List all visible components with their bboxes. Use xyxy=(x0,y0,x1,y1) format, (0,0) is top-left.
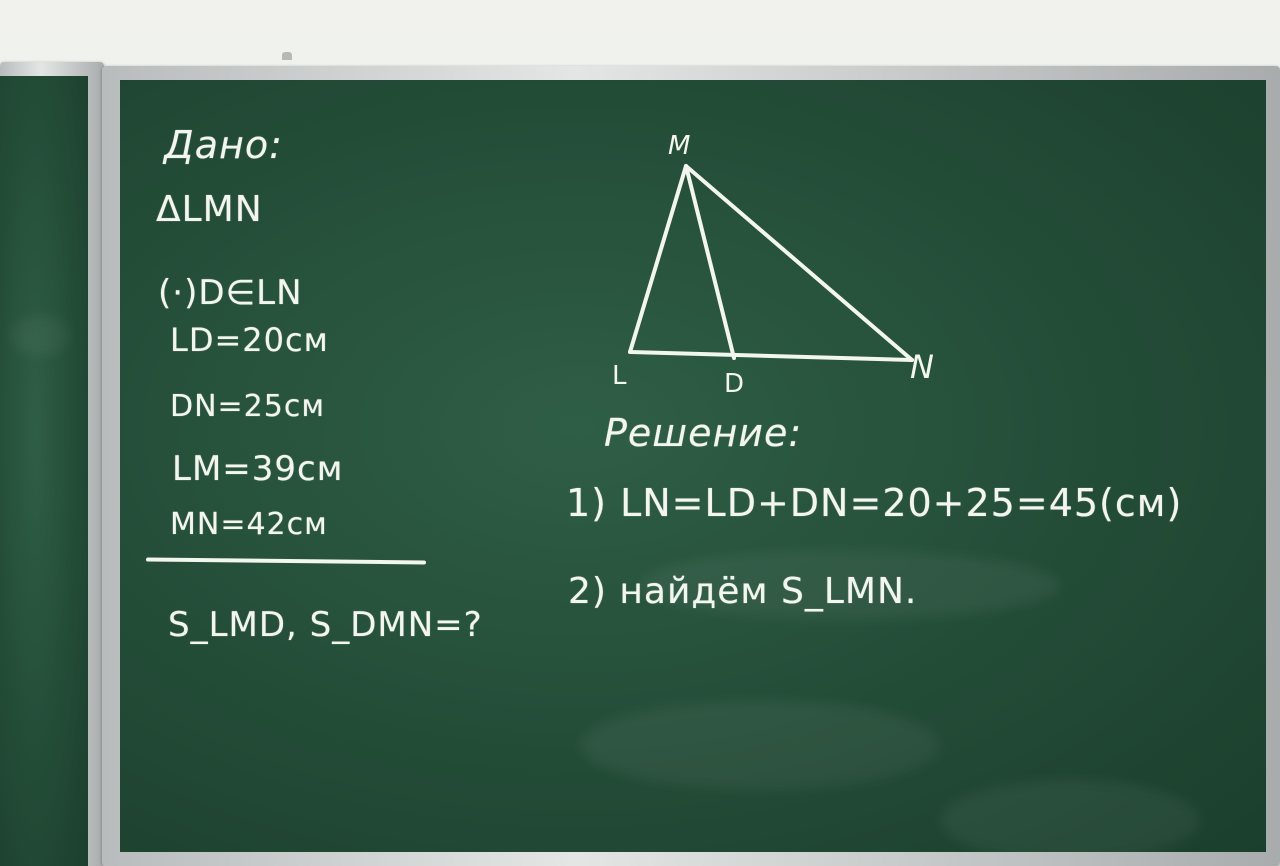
board-hook-left xyxy=(282,52,292,60)
side-mn xyxy=(686,166,912,360)
vertex-m-label: M xyxy=(668,131,691,161)
triangle-diagram xyxy=(120,80,1266,852)
solution-step2: 2) найдём S_LMN. xyxy=(568,571,918,612)
given-mn: MN=42см xyxy=(170,507,328,542)
given-heading: Дано: xyxy=(164,123,283,167)
vertex-n-label: N xyxy=(910,348,934,386)
chalk-smudge xyxy=(10,316,70,356)
vertex-l-label: L xyxy=(612,361,627,391)
given-dn: DN=25см xyxy=(170,389,325,424)
given-triangle: ΔLMN xyxy=(156,189,263,230)
vertex-d-label: D xyxy=(724,369,745,399)
given-lm: LM=39см xyxy=(172,449,344,489)
main-chalkboard xyxy=(120,80,1266,852)
side-md xyxy=(686,166,734,358)
given-question: S_LMD, S_DMN=? xyxy=(168,605,483,645)
given-ld: LD=20см xyxy=(170,321,329,359)
side-ln xyxy=(630,352,912,360)
solution-heading: Решение: xyxy=(604,411,803,455)
solution-step1: 1) LN=LD+DN=20+25=45(см) xyxy=(566,481,1183,525)
given-point: (·)D∈LN xyxy=(158,273,303,313)
left-chalkboard xyxy=(0,76,88,866)
side-ml xyxy=(630,166,686,352)
